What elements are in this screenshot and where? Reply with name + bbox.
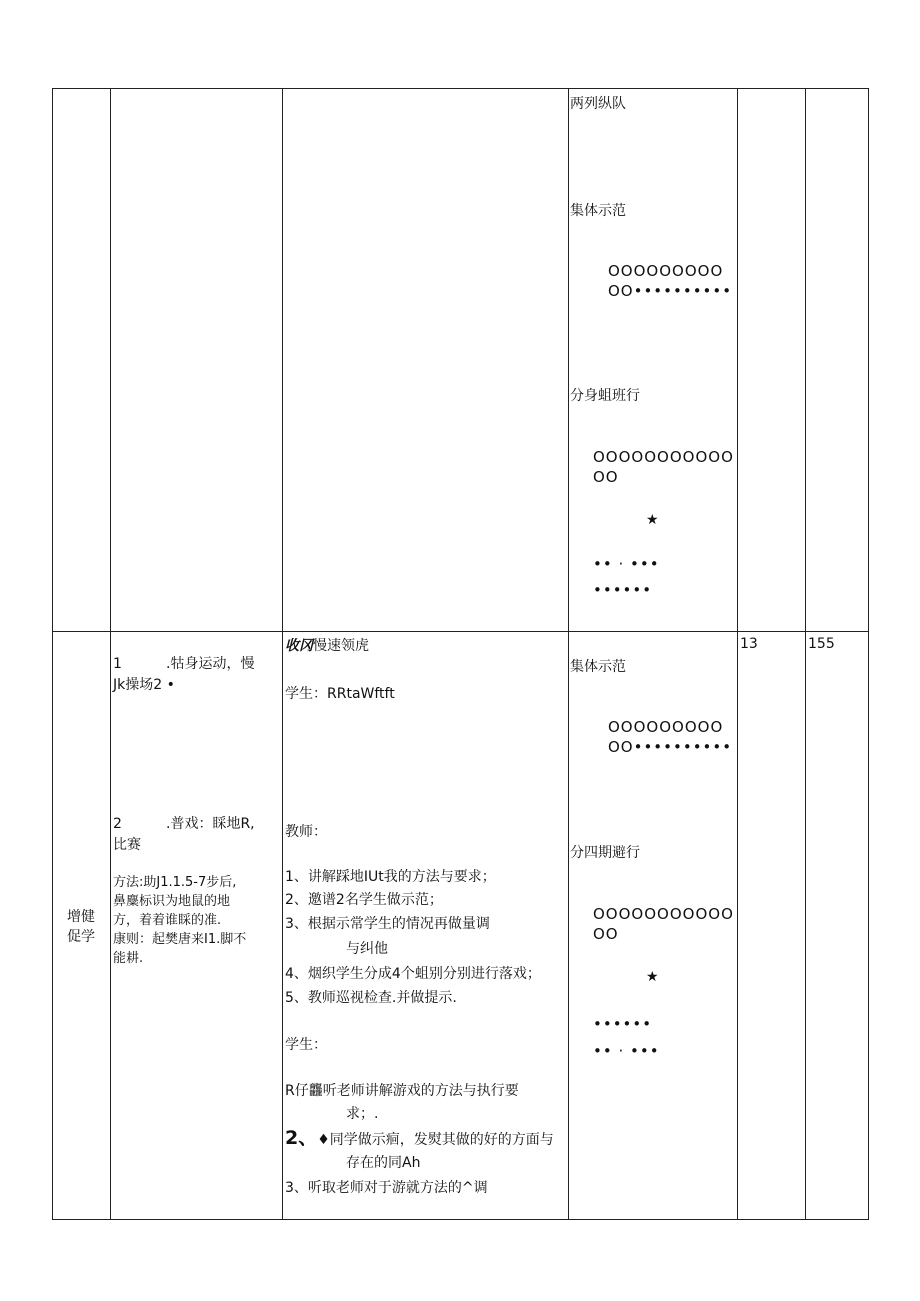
formation-diagram-line: •• · ••• xyxy=(593,1042,660,1060)
activity-title-emphasis: 收冈 xyxy=(285,638,313,654)
method-line: 鼻麋标识为地鼠的地 xyxy=(113,894,231,909)
content-item-number: 2 xyxy=(113,816,122,832)
col-border-0 xyxy=(52,88,53,1220)
content-item-text: .牯身运动，慢 xyxy=(166,656,255,672)
col-border-1 xyxy=(110,88,111,1220)
student-step-number: 2、 xyxy=(285,1127,318,1149)
teacher-label: 教师： xyxy=(285,824,327,840)
formation-diagram-line: OO xyxy=(593,925,619,943)
teacher-step: 1、讲解踩地IUt我的方法与要求； xyxy=(285,869,496,885)
student-step: 3、听取老师对于游就方法的^调 xyxy=(285,1180,488,1196)
col-border-5 xyxy=(805,88,806,1220)
method-line: 能耕. xyxy=(113,951,144,966)
formation-label: 分四期避行 xyxy=(570,845,640,861)
section-name-text: 增健促学 xyxy=(67,909,95,945)
method-line: 方法:助J1.1.5-7步后, xyxy=(113,875,237,890)
formation-diagram-line: •••••• xyxy=(593,1015,653,1033)
content-item-number: 1 xyxy=(113,656,122,672)
content-item-text: 比赛 xyxy=(113,837,141,853)
activity-title xyxy=(285,636,369,656)
teacher-step: 5、教师巡视检查.并做提示. xyxy=(285,990,457,1006)
table-bottom-border xyxy=(52,1219,869,1220)
row-divider xyxy=(52,631,869,632)
formation-diagram-line: OOOOOOOOO xyxy=(608,262,724,280)
teacher-step: 4、烟织学生分成4个蛆别分别进行落戏； xyxy=(285,966,541,982)
student-label: 学生： xyxy=(285,1037,327,1053)
star-icon: ★ xyxy=(646,969,659,985)
table-top-border xyxy=(52,88,869,89)
method-line: 方，着着谁睬的准. xyxy=(113,913,222,928)
teacher-step: 2、邀谱2名学生做示范； xyxy=(285,892,443,908)
student-step: R仔龘听老师讲解游戏的方法与执行要 xyxy=(285,1083,519,1099)
student-step-text: ♦同学做示痐，发熨其做的好的方面与 xyxy=(317,1132,554,1148)
col-border-2 xyxy=(282,88,283,1220)
teacher-step: 与纠他 xyxy=(346,941,388,957)
formation-diagram-line: OO•••••••••• xyxy=(608,282,733,300)
formation-diagram-line: OOOOOOOOOOO xyxy=(593,448,734,466)
method-line: 康则：起樊唐来I1.脚不 xyxy=(113,932,247,947)
star-icon: ★ xyxy=(646,512,659,528)
section-name xyxy=(54,907,108,947)
col-border-4 xyxy=(737,88,738,1220)
formation-label: 集体示范 xyxy=(570,203,626,219)
student-step: 求；. xyxy=(346,1106,379,1122)
formation-label: 集体示范 xyxy=(570,659,626,675)
formation-diagram-line: OOOOOOOOO xyxy=(608,718,724,736)
student-step xyxy=(285,1128,554,1150)
col-border-6 xyxy=(868,88,869,1220)
formation-label: 两列纵队 xyxy=(570,96,626,112)
practice-count: 155 xyxy=(808,636,835,652)
student-label: 学生：RRtaWftft xyxy=(285,686,395,702)
formation-label: 分身蛆班行 xyxy=(570,388,640,404)
time-minutes: 13 xyxy=(740,636,758,652)
formation-diagram-line: •• · ••• xyxy=(593,555,660,573)
formation-diagram-line: OO xyxy=(593,468,619,486)
content-item-text: Jk操场2 • xyxy=(113,677,175,693)
activity-title-rest: 慢速领虎 xyxy=(313,638,369,654)
col-border-3 xyxy=(568,88,569,1220)
formation-diagram-line: OO•••••••••• xyxy=(608,738,733,756)
content-item-text: .普戏：睬地R, xyxy=(166,816,255,832)
student-step: 存在的同Ah xyxy=(346,1155,421,1171)
formation-diagram-line: •••••• xyxy=(593,581,653,599)
teacher-step: 3、根据示常学生的情况再做量调 xyxy=(285,916,490,932)
formation-diagram-line: OOOOOOOOOOO xyxy=(593,905,734,923)
